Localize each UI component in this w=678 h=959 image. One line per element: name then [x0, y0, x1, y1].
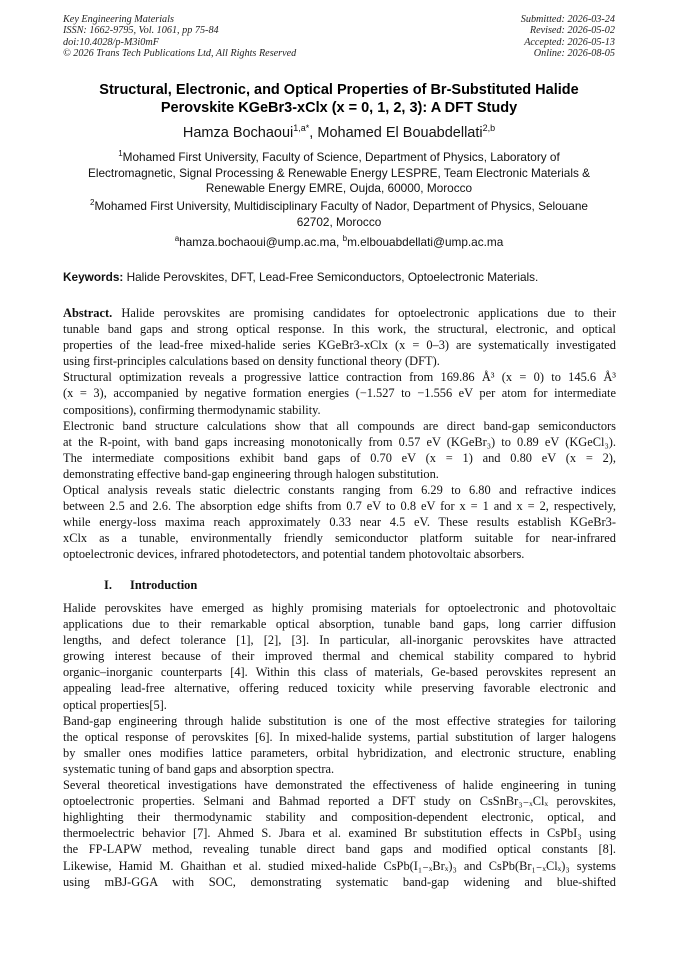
email-b: m.elbouabdellati@ump.ac.ma: [347, 235, 504, 249]
intro-line: Likewise, Hamid M. Ghaithan et al. studied mixed-halide CsPb(I₁₋ₓBrₓ)₃ and CsPb(Br₁₋ₓClₓ)₃ systems: [63, 858, 616, 873]
author-2-name: Mohamed El Bouabdellati: [317, 125, 483, 141]
intro-line: lengths, and defect tolerance [1], [2], [3]. In particular, all-inorganic perovskites have attracted: [63, 633, 616, 648]
abstract-line: xClx as a tunable, environmentally friendly semiconductor platform suitable for near-infrared: [63, 531, 616, 546]
date-submitted: Submitted: 2026-03-24: [520, 14, 615, 25]
abstract-line: (x = 3), accompanied by negative formation energies (−1.527 to −1.556 eV per atom for intermediate: [63, 386, 616, 401]
submission-dates: [521, 14, 615, 59]
affiliation-2-sup: 2: [90, 198, 95, 208]
intro-line: using mBJ-GGA with SOC, demonstrating systematic band-gap widening and blue-shifted: [63, 874, 616, 889]
introduction-body: [63, 600, 616, 890]
intro-line: appealing lead-free alternative, offering reduced toxicity while preserving favorable electronic and: [63, 681, 616, 696]
title-line-2: Perovskite KGeBr3-xClx (x = 0, 1, 2, 3): A DFT Study: [160, 100, 518, 116]
email-b-sup: b: [342, 234, 348, 244]
journal-info: [63, 14, 296, 59]
abstract-line: Optical analysis reveals static dielectric constants ranging from 6.29 to 6.80 and refractive indices: [63, 483, 616, 498]
journal-issn: ISSN: 1662-9795, Vol. 1061, pp 75-84: [63, 25, 219, 37]
abstract: [63, 305, 616, 563]
abstract-line: Electronic band structure calculations show that all compounds are direct band-gap semiconductors: [63, 418, 616, 433]
abstract-line: Halide perovskites are promising candidates for optoelectronic applications due to their: [112, 306, 616, 320]
affiliation-2: [50, 199, 628, 230]
affiliation-2-line-1: Mohamed First University, Multidisciplinary Faculty of Nador, Department of Physics, Selouane: [94, 199, 588, 213]
intro-line: growing interest because of their improved thermal and chemical stability compared to hybrid: [63, 649, 616, 664]
paper-title: [40, 81, 638, 117]
intro-line: the FP-LAPW method, revealing tunable direct band gaps and modified optical constants [8].: [63, 842, 616, 857]
date-revised: Revised: 2026-05-02: [529, 25, 615, 37]
abstract-line: demonstrating effective band-gap engineering through halogen substitution.: [63, 466, 439, 481]
abstract-label: Abstract.: [63, 306, 113, 320]
intro-line: highlighting their thermodynamic stability and composition-dependent electronic, optical, and: [63, 810, 616, 825]
keywords-text: Halide Perovskites, DFT, Lead-Free Semiconductors, Optoelectronic Materials.: [123, 270, 539, 284]
author-2-sup: 2,b: [482, 123, 496, 134]
abstract-line: while energy-loss maxima reach approximately 0.33 near 4.5 eV. These results establish KGeBr3-: [63, 515, 616, 530]
intro-line: Halide perovskites have emerged as highly promising materials for optoelectronic and photovoltaic: [63, 601, 616, 615]
journal-name: Key Engineering Materials: [63, 14, 174, 25]
date-online: Online: 2026-08-05: [533, 47, 615, 59]
abstract-line: tunable band gaps and strong optical response. In this work, the structural, electronic, and optical: [63, 322, 616, 337]
email-a: hamza.bochaoui@ump.ac.ma: [179, 235, 337, 249]
author-1-sup: 1,a*: [293, 123, 310, 134]
affiliation-2-line-2: 62702, Morocco: [296, 214, 382, 229]
intro-line: Several theoretical investigations have demonstrated the effectiveness of halide engineering in tuning: [63, 778, 616, 793]
section-title: Introduction: [130, 578, 198, 592]
email-line: [50, 235, 628, 251]
intro-line: optical properties[5].: [63, 697, 167, 712]
abstract-line: compositions), confirming thermodynamic stability.: [63, 402, 321, 417]
author-separator: ,: [309, 125, 318, 141]
abstract-line: optoelectronic devices, infrared photodetectors, and potential tandem photovoltaic absorbers.: [63, 547, 525, 562]
intro-line: organic–inorganic counterparts [4]. Within this class of materials, Ge-based perovskites represent an: [63, 665, 616, 680]
email-separator: ,: [336, 235, 343, 249]
keywords-label: Keywords:: [63, 270, 124, 284]
abstract-line: The intermediate compositions exhibit band gaps of 0.70 eV (x = 1) and 0.80 eV (x = 2),: [63, 450, 616, 465]
author-1-name: Hamza Bochaoui: [182, 125, 294, 141]
keywords: [63, 270, 623, 285]
affiliation-1-line-3: Renewable Energy EMRE, Oujda, 60000, Morocco: [205, 181, 473, 196]
intro-line: the optical response of perovskites [6]. In mixed-halide systems, partial substitution of larger halogens: [63, 729, 616, 744]
abstract-line: Structural optimization reveals a progressive lattice contraction from 169.86 Å³ (x = 0) to 145.6 Å³: [63, 370, 616, 385]
abstract-line: properties of the lead-free mixed-halide series KGeBr3-xClx (x = 0–3) are systematically investigated: [63, 338, 616, 353]
date-accepted: Accepted: 2026-05-13: [524, 36, 615, 48]
abstract-line: using first-principles calculations based on density functional theory (DFT).: [63, 354, 440, 369]
intro-line: Band-gap engineering through halide substitution is one of the most effective strategies for tailoring: [63, 713, 616, 728]
section-heading-introduction: [104, 578, 197, 593]
affiliation-1: [50, 150, 628, 197]
email-a-sup: a: [174, 234, 180, 244]
journal-doi: doi:10.4028/p-M3i0mF: [63, 36, 159, 48]
intro-line: thermoelectric behavior [7]. Ahmed S. Jbara et al. examined Br substitution effects in CsPbI₃ using: [63, 826, 616, 841]
intro-line: by smaller ones modifies lattice parameters, orbital hybridization, and electronic structure, enabling: [63, 745, 616, 760]
abstract-line: between 2.5 and 2.6. The absorption edge shifts from 0.7 eV to 0.8 eV for x = 1 and x = 2, respectively,: [63, 499, 616, 514]
intro-line: systematic tuning of band gaps and absorption spectra.: [63, 761, 335, 776]
author-list: [40, 124, 638, 142]
abstract-line: at the R-point, with band gaps increasing monotonically from 0.57 eV (KGeBr₃) to 0.89 eV (KGeCl₃).: [63, 434, 616, 449]
affiliation-1-sup: 1: [118, 149, 123, 159]
section-number: I.: [104, 578, 112, 592]
intro-line: optoelectronic properties. Selmani and Bahmad reported a DFT study on CsSnBr₃₋ₓClₓ perovskites,: [63, 794, 616, 809]
affiliation-1-line-1: Mohamed First University, Faculty of Science, Department of Physics, Laboratory of: [122, 150, 560, 164]
affiliation-1-line-2: Electromagnetic, Signal Processing & Renewable Energy LESPRE, Team Electronic Materials &: [87, 165, 591, 180]
intro-line: applications due to their remarkable optical absorption, tunable band gaps, long carrier diffusion: [63, 617, 616, 632]
journal-copyright: © 2026 Trans Tech Publications Ltd, All Rights Reserved: [63, 47, 297, 59]
title-line-1: Structural, Electronic, and Optical Properties of Br-Substituted Halide: [99, 82, 579, 98]
